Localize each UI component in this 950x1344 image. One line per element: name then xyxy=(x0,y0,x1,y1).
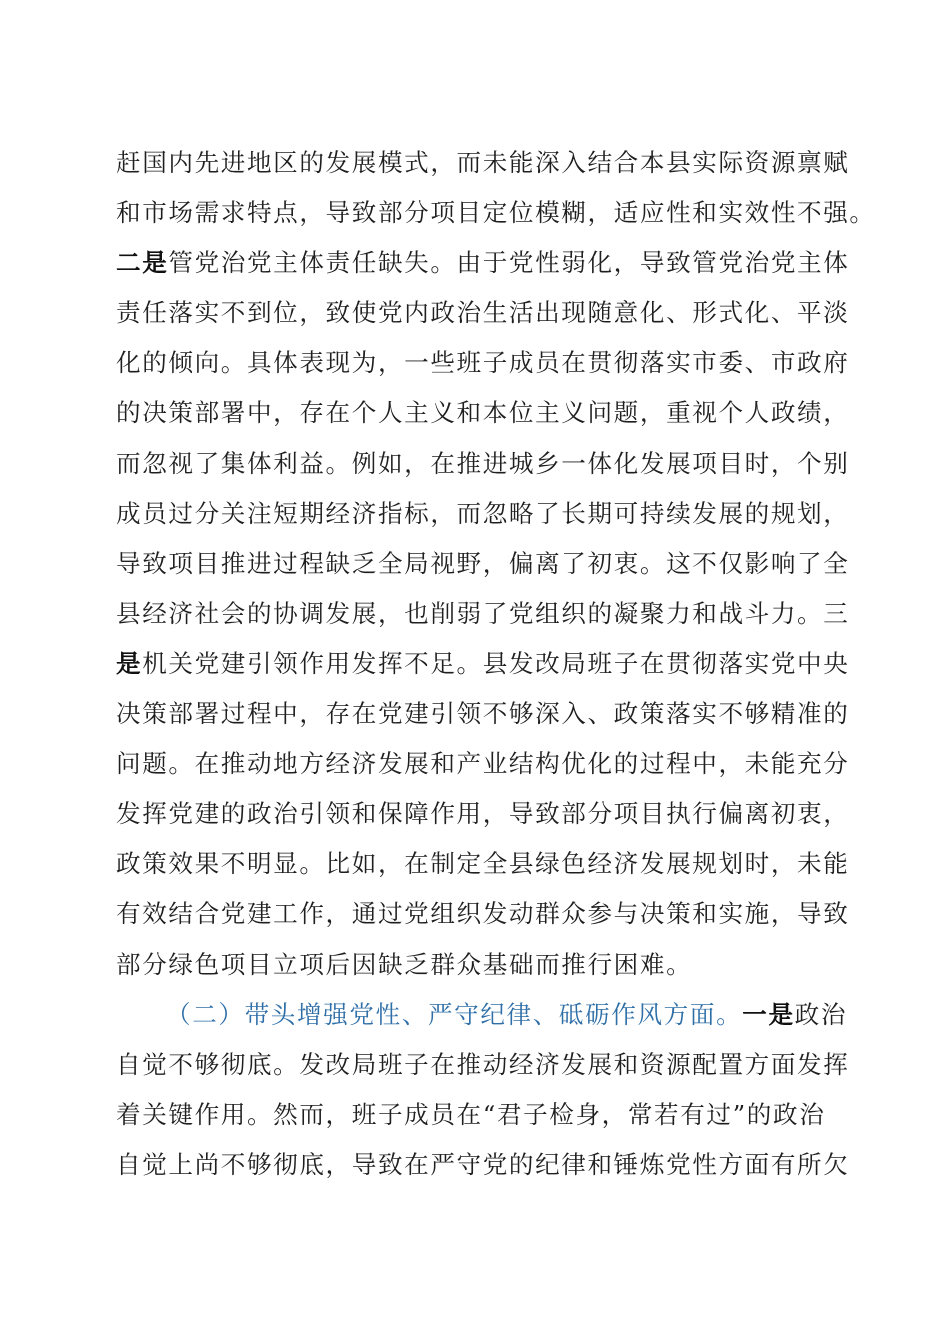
text-line xyxy=(116,639,850,689)
section-heading-line xyxy=(116,990,848,1040)
text-line xyxy=(116,238,850,288)
text-line: 决策部署过程中，存在党建引领不够深入、政策落实不够精准的 xyxy=(116,699,850,729)
line-text: 政治 xyxy=(794,999,848,1029)
text-line: 问题。在推动地方经济发展和产业结构优化的过程中，未能充分 xyxy=(116,749,850,779)
body-text xyxy=(116,138,876,1190)
text-line: 导致项目推进过程缺乏全局视野，偏离了初衷。这不仅影响了全 xyxy=(116,548,850,578)
text-line: 自觉不够彻底。发改局班子在推动经济发展和资源配置方面发挥 xyxy=(116,1049,850,1079)
line-text: 机关党建引领作用发挥不足。县发改局班子在贯彻落实党中央 xyxy=(142,648,850,678)
emphasis-marker: 一是 xyxy=(742,999,795,1029)
section-heading: （二）带头增强党性、严守纪律、砥砺作风方面。 xyxy=(166,999,743,1029)
text-line: 发挥党建的政治引领和保障作用，导致部分项目执行偏离初衷， xyxy=(116,799,850,829)
emphasis-marker: 是 xyxy=(116,648,143,678)
text-line: 责任落实不到位，致使党内政治生活出现随意化、形式化、平淡 xyxy=(116,298,850,328)
text-line: 化的倾向。具体表现为，一些班子成员在贯彻落实市委、市政府 xyxy=(116,348,850,378)
emphasis-marker: 二是 xyxy=(116,248,169,278)
text-line: 成员过分关注短期经济指标，而忽略了长期可持续发展的规划， xyxy=(116,498,850,528)
text-line: 县经济社会的协调发展，也削弱了党组织的凝聚力和战斗力。三 xyxy=(116,598,850,628)
text-line: 而忽视了集体利益。例如，在推进城乡一体化发展项目时，个别 xyxy=(116,448,850,478)
text-line: 政策效果不明显。比如，在制定全县绿色经济发展规划时，未能 xyxy=(116,849,850,879)
text-line: 有效结合党建工作，通过党组织发动群众参与决策和实施，导致 xyxy=(116,899,850,929)
text-line: 赶国内先进地区的发展模式，而未能深入结合本县实际资源禀赋 xyxy=(116,148,850,177)
text-line: 自觉上尚不够彻底，导致在严守党的纪律和锤炼党性方面有所欠 xyxy=(116,1149,850,1179)
text-line: 着关键作用。然而，班子成员在“君子检身，常若有过”的政治 xyxy=(116,1099,826,1129)
text-line: 的决策部署中，存在个人主义和本位主义问题，重视个人政绩， xyxy=(116,398,850,428)
line-text: 管党治党主体责任缺失。由于党性弱化，导致管党治党主体 xyxy=(168,248,850,278)
text-line: 部分绿色项目立项后因缺乏群众基础而推行困难。 xyxy=(116,949,693,979)
text-line: 和市场需求特点，导致部分项目定位模糊，适应性和实效性不强。 xyxy=(116,198,876,228)
